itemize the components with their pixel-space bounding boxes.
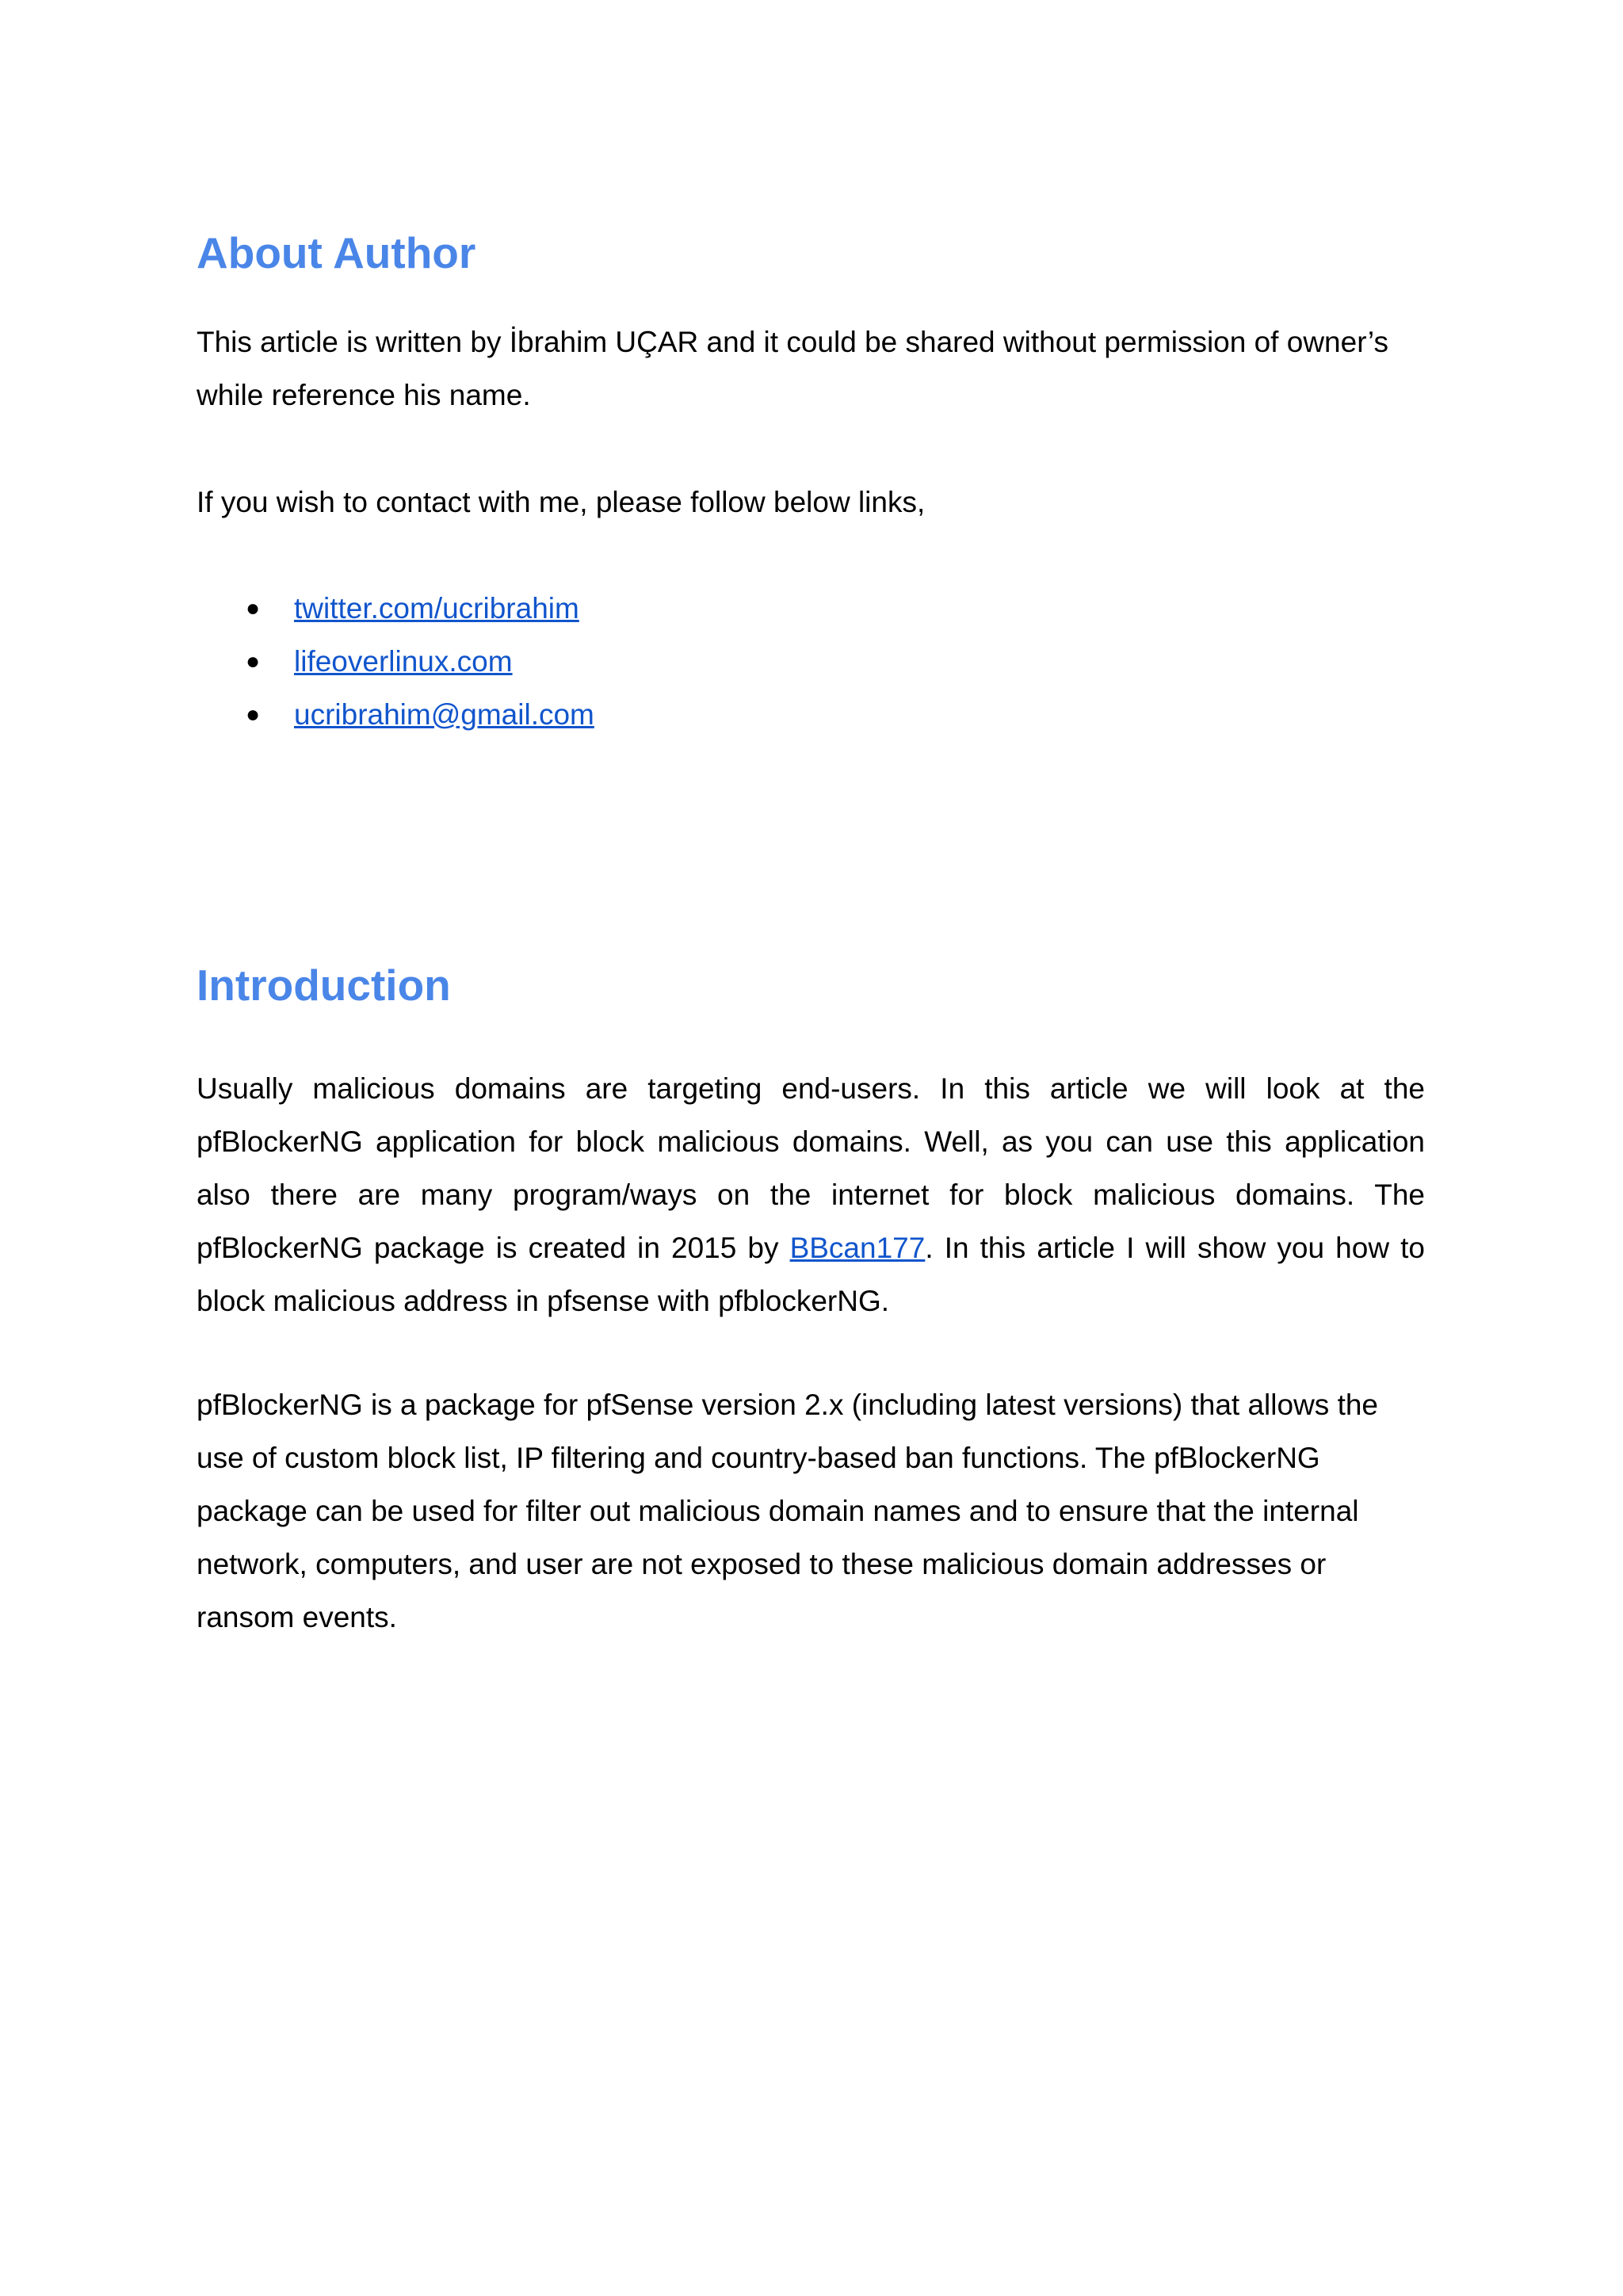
bbcan177-link[interactable]: BBcan177 — [789, 1232, 926, 1264]
line-text-before-link: pfBlockerNG package is created in 2015 by — [197, 1232, 790, 1264]
paragraph-line: Usually malicious domains are targeting end-users. In this article we will look at the — [197, 1072, 1425, 1105]
line-text-after-link: . In this article I will show you how to — [925, 1232, 1425, 1264]
about-paragraph: This article is written by İbrahim UÇAR and it could be shared without permission of owner’s while reference his name. — [197, 326, 1388, 411]
bullet-icon: ● — [246, 648, 261, 674]
email-link[interactable]: ucribrahim@gmail.com — [294, 698, 594, 731]
paragraph-line: block malicious address in pfsense with pfblockerNG. — [197, 1285, 889, 1317]
introduction-paragraph-1 — [197, 1062, 1425, 1328]
twitter-link[interactable]: twitter.com/ucribrahim — [294, 592, 579, 625]
list-item — [197, 635, 594, 688]
introduction-paragraph-2: pfBlockerNG is a package for pfSense version 2.x (including latest versions) that allows the use of custom block list, IP filtering and country-based ban functions. The pfBlockerNG package can be used for filter out malicious domain names and to ensure that the internal network, computers, and user are not exposed to these malicious domain addresses or ransom events. — [197, 1389, 1379, 1633]
bullet-icon: ● — [246, 701, 261, 728]
list-item — [197, 582, 594, 635]
paragraph-line: pfBlockerNG application for block malicious domains. Well, as you can use this application — [197, 1125, 1425, 1158]
list-item — [197, 688, 594, 741]
contact-links-list — [197, 582, 594, 741]
bullet-icon: ● — [246, 595, 261, 621]
introduction-heading: Introduction — [197, 961, 451, 1010]
website-link[interactable]: lifeoverlinux.com — [294, 645, 513, 678]
paragraph-line: also there are many program/ways on the internet for block malicious domains. The — [197, 1179, 1425, 1211]
about-author-heading: About Author — [197, 228, 476, 277]
paragraph-line-with-link — [197, 1221, 1425, 1274]
contact-intro-paragraph: If you wish to contact with me, please follow below links, — [197, 486, 926, 518]
